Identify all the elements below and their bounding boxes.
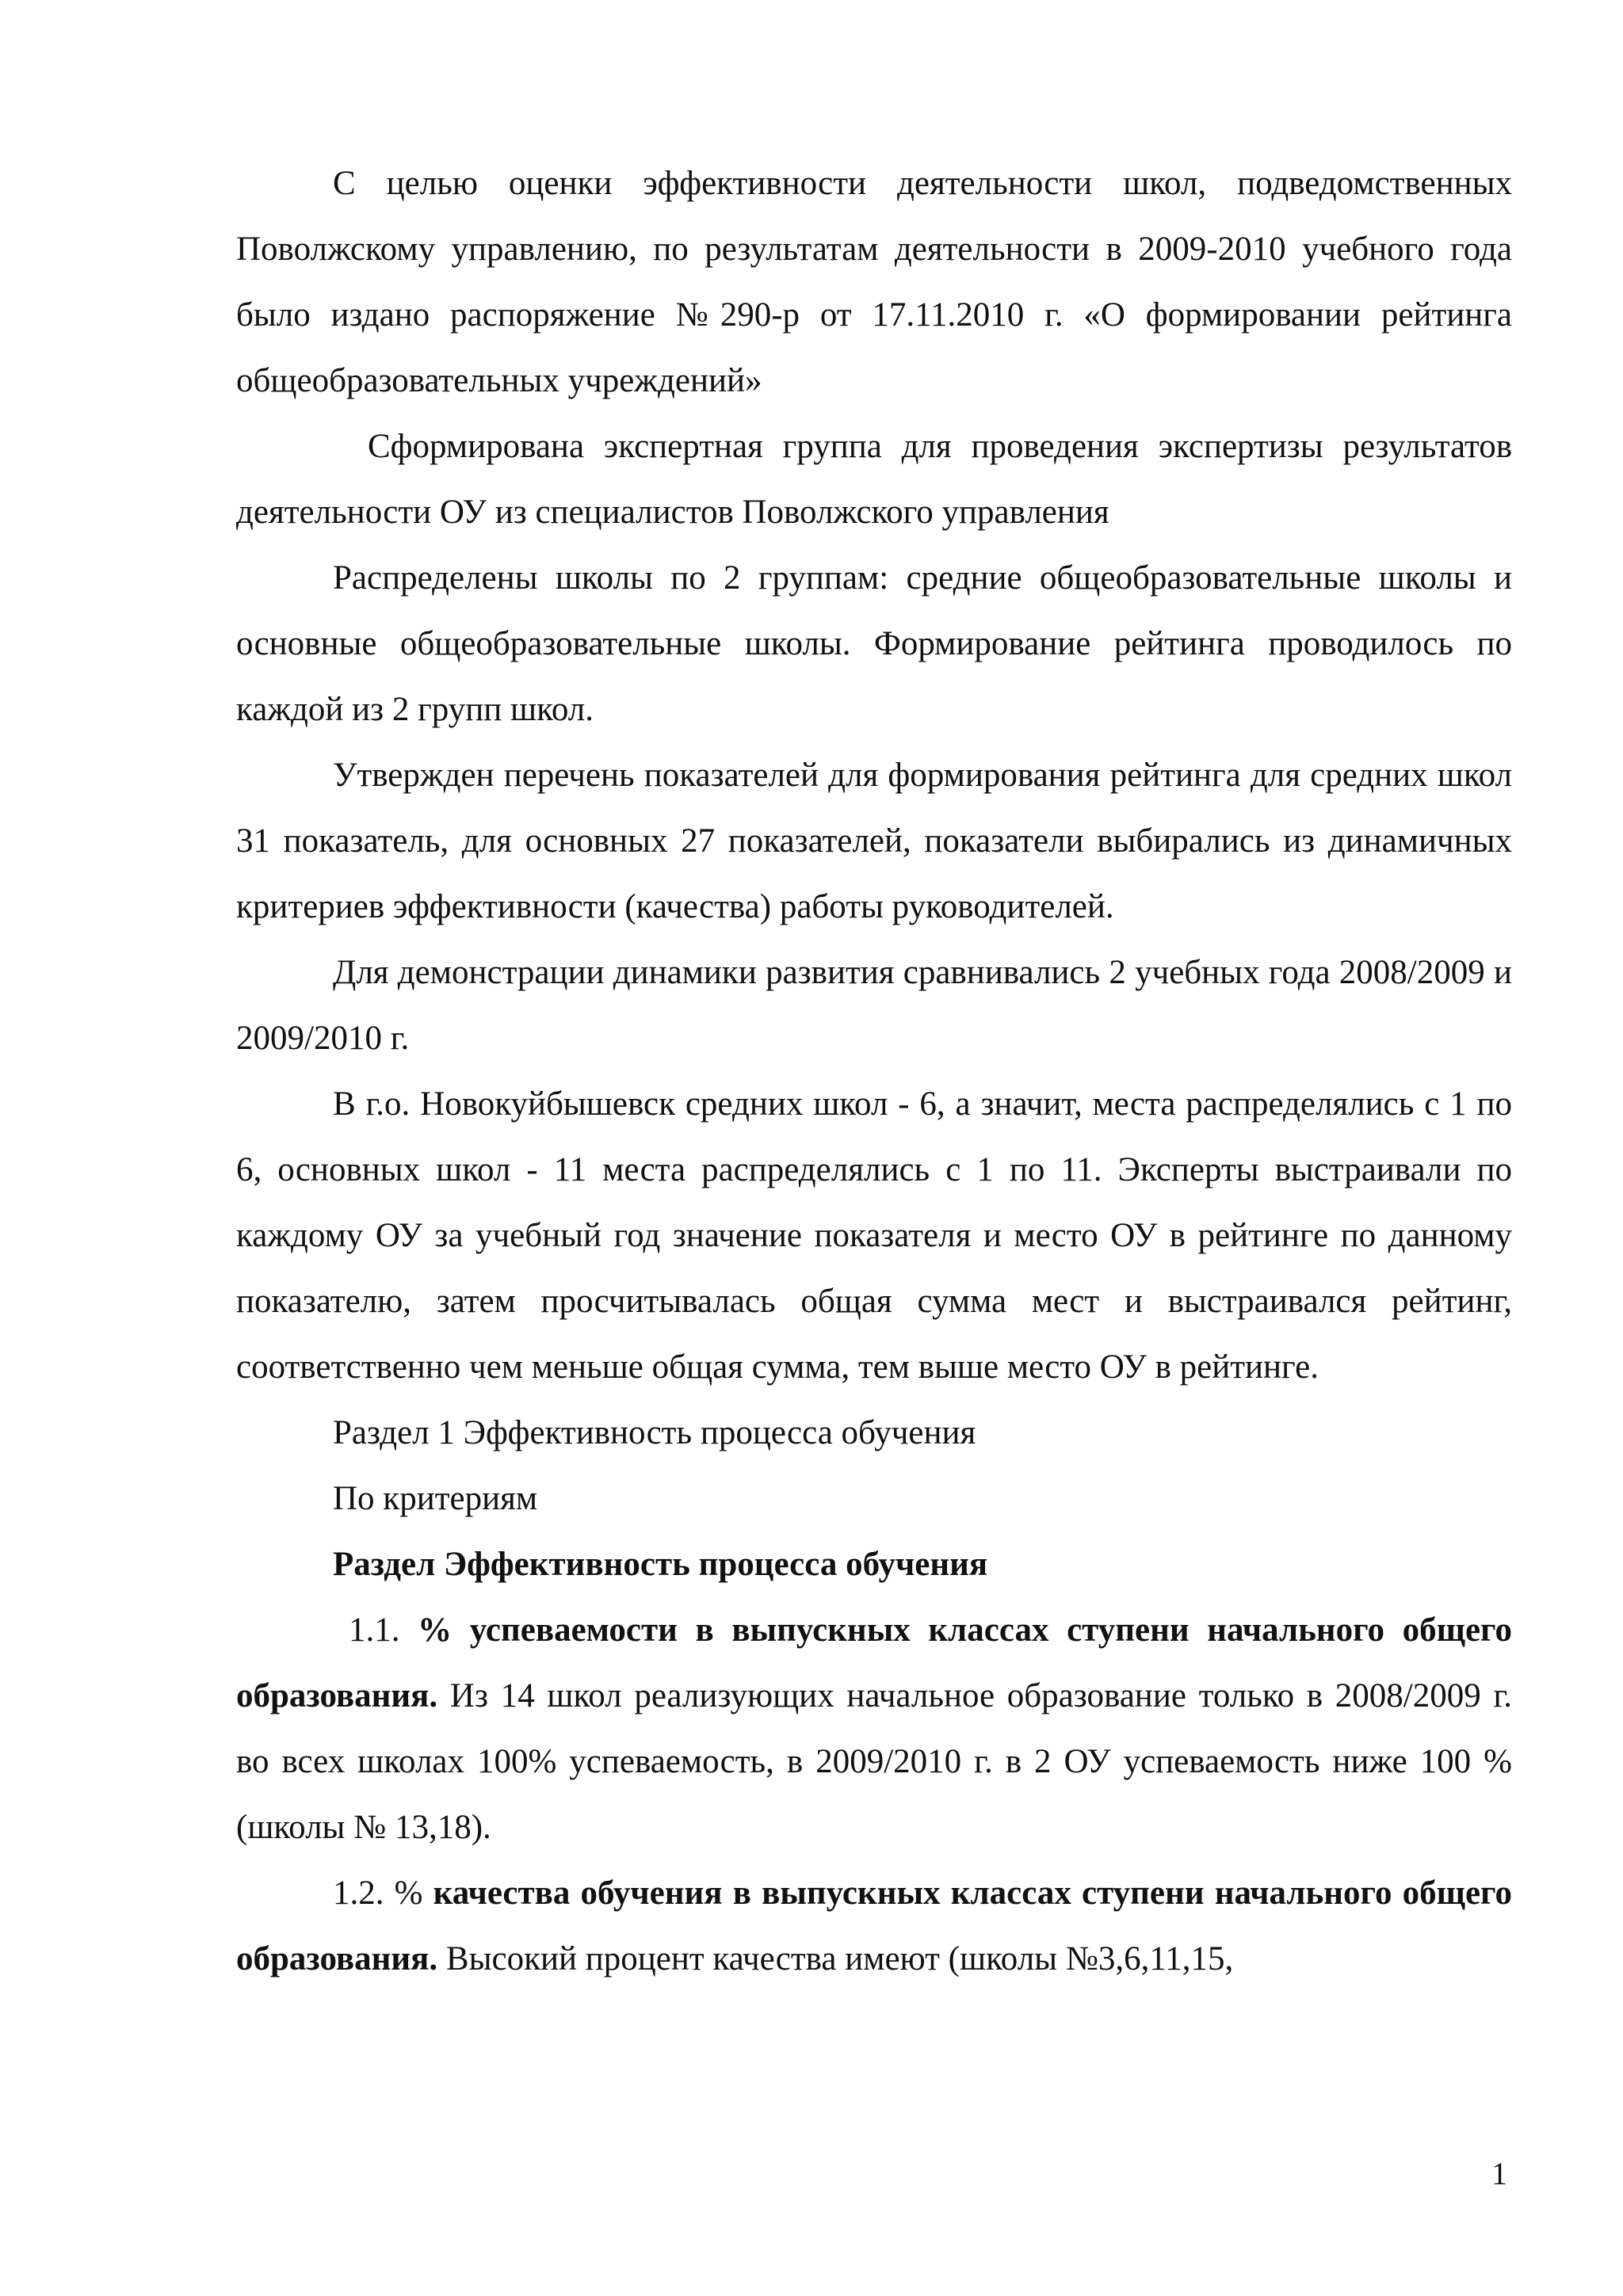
item-title: качества обучения в выпускных классах ступени начального общего образования. [236,1875,1513,1978]
item-text: Из 14 школ реализующих начальное образование только в 2008/2009 г. во всех школах 100% успеваемость, в 2009/2010 г. в 2 ОУ успеваемость ниже 100 % (школы № 13,18). [236,1677,1513,1846]
paragraph-intro: С целью оценки эффективности деятельности школ, подведомственных Поволжскому управлению, по результатам деятельности в 2009-2010 учебного года было издано распоряжение №290-р от 17.11.2010 г. «О формировании рейтинга общеобразовательных учреждений» [236,165,1512,399]
document-body [236,151,1512,1992]
paragraph-indicators: Утвержден перечень показателей для формирования рейтинга для средних школ 31 показатель, для основных 27 показателей, показатели выбирались из динамичных критериев эффективности (качества) работы руководителей. [236,757,1512,925]
paragraph-expert-group: Сформирована экспертная группа для проведения экспертизы результатов деятельности ОУ из специалистов Поволжского управления [236,428,1512,531]
paragraph-school-groups: Распределены школы по 2 группам: средние общеобразовательные школы и основные общеобразовательные школы. Формирование рейтинга проводилось по каждой из 2 групп школ. [236,559,1512,728]
paragraph-1-2 [236,1860,1512,1992]
paragraph-1-1 [236,1597,1512,1860]
item-number: 1.2. % [333,1875,423,1912]
section-1-title: Раздел 1 Эффективность процесса обучения [333,1414,976,1451]
item-title: % успеваемости в выпускных классах ступени начального общего образования. [236,1611,1512,1714]
paragraph-dynamics: Для демонстрации динамики развития сравнивались 2 учебных года 2008/2009 и 2009/2010 г. [236,954,1512,1057]
criteria-label: По критериям [333,1480,538,1517]
item-text: Высокий процент качества имеют (школы №3,6,11,15, [445,1940,1234,1978]
section-heading: Раздел Эффективность процесса обучения [333,1546,988,1583]
item-number: 1.1. [349,1611,400,1649]
paragraph-ranking-method: В г.о. Новокуйбышевск средних школ - 6, а значит, места распределялись с 1 по 6, основных школ - 11 места распределялись с 1 по 11. Эксперты выстраивали по каждому ОУ за учебный год значение показателя и место ОУ в рейтинге по данному показателю, затем просчитывалась общая сумма мест и выстраивался рейтинг, соответственно чем меньше общая сумма, тем выше место ОУ в рейтинге. [236,1085,1512,1386]
page-number: 1 [1491,2156,1507,2191]
